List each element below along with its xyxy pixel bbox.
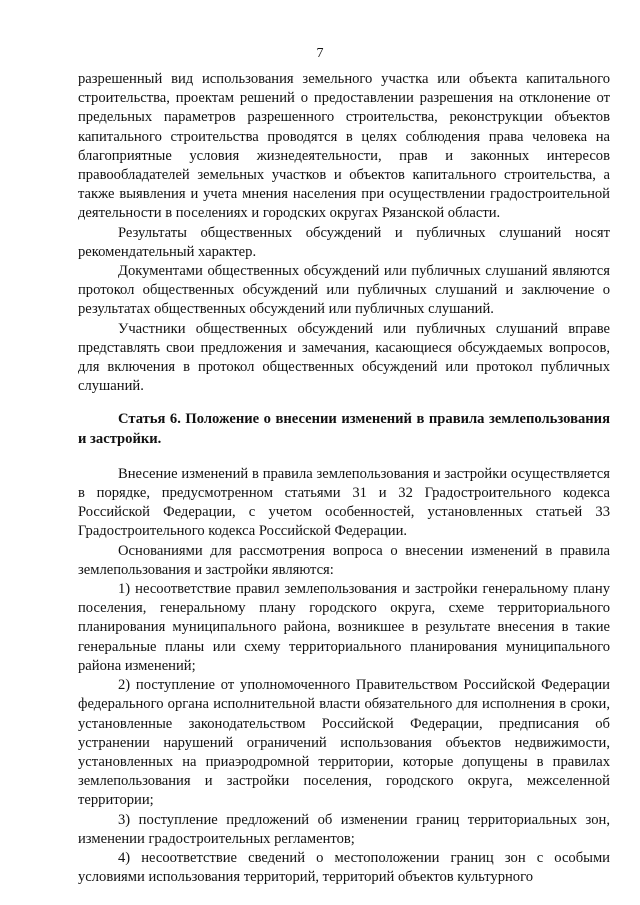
list-item-ground-1: 1) несоответствие правил землепользования и застройки генеральному плану поселения, генеральному плану городского округа, схеме территориального планирования муниципального района, возникшее в результате внесения в такие генеральные планы или схему территориального планирования муниципального района изменений;: [78, 581, 610, 674]
paragraph-documents: Документами общественных обсуждений или публичных слушаний являются протокол общественных обсуждений или публичных слушаний и заключение о результатах общественных обсуждений или публичных слушаний.: [78, 263, 610, 318]
document-body: [78, 70, 610, 887]
paragraph-participants: Участники общественных обсуждений или публичных слушаний вправе представлять свои предложения и замечания, касающиеся обсуждаемых вопросов, для включения в протокол общественных обсуждений или протокол публичных слушаний.: [78, 320, 610, 395]
list-item-ground-2: 2) поступление от уполномоченного Правительством Российской Федерации федерального органа исполнительной власти обязательного для исполнения в сроки, установленные законодательством Российской Федерации, предписания об устранении нарушений ограничений использования объектов недвижимости, установленных на приаэродромной территории, которые допущены в правилах землепользования и застройки поселения, городского округа, межселенной территории;: [78, 677, 610, 809]
paragraph-purpose: разрешенный вид использования земельного участка или объекта капитального строительства, проектам решений о предоставлении разрешения на отклонение от предельных параметров разрешенного строительства, реконструкции объектов капитального строительства проводятся в целях соблюдения права человека на благоприятные условия жизнедеятельности, прав и законных интересов правообладателей земельных участков и объектов капитального строительства, а также выявления и учета мнения населения при осуществлении градостроительной деятельности в поселениях и городских округах Рязанской области.: [78, 71, 610, 222]
page-number: 7: [316, 46, 324, 61]
paragraph-amendment-procedure: Внесение изменений в правила землепользования и застройки осуществляется в порядке, предусмотренном статьями 31 и 32 Градостроительного кодекса Российской Федерации, с учетом особенностей, установленных статьей 33 Градостроительного кодекса Российской Федерации.: [78, 465, 610, 540]
list-item-ground-3: 3) поступление предложений об изменении границ территориальных зон, изменении градостроительных регламентов;: [78, 811, 610, 847]
list-item-ground-4: 4) несоответствие сведений о местоположении границ зон с особыми условиями использования территорий, территорий объектов культурного: [78, 849, 610, 886]
article-heading: Статья 6. Положение о внесении изменений в правила землепользования и застройки.: [78, 411, 610, 447]
paragraph-grounds-intro: Основаниями для рассмотрения вопроса о внесении изменений в правила землепользования и застройки являются:: [78, 542, 610, 578]
paragraph-results: Результаты общественных обсуждений и публичных слушаний носят рекомендательный характер.: [78, 224, 610, 260]
